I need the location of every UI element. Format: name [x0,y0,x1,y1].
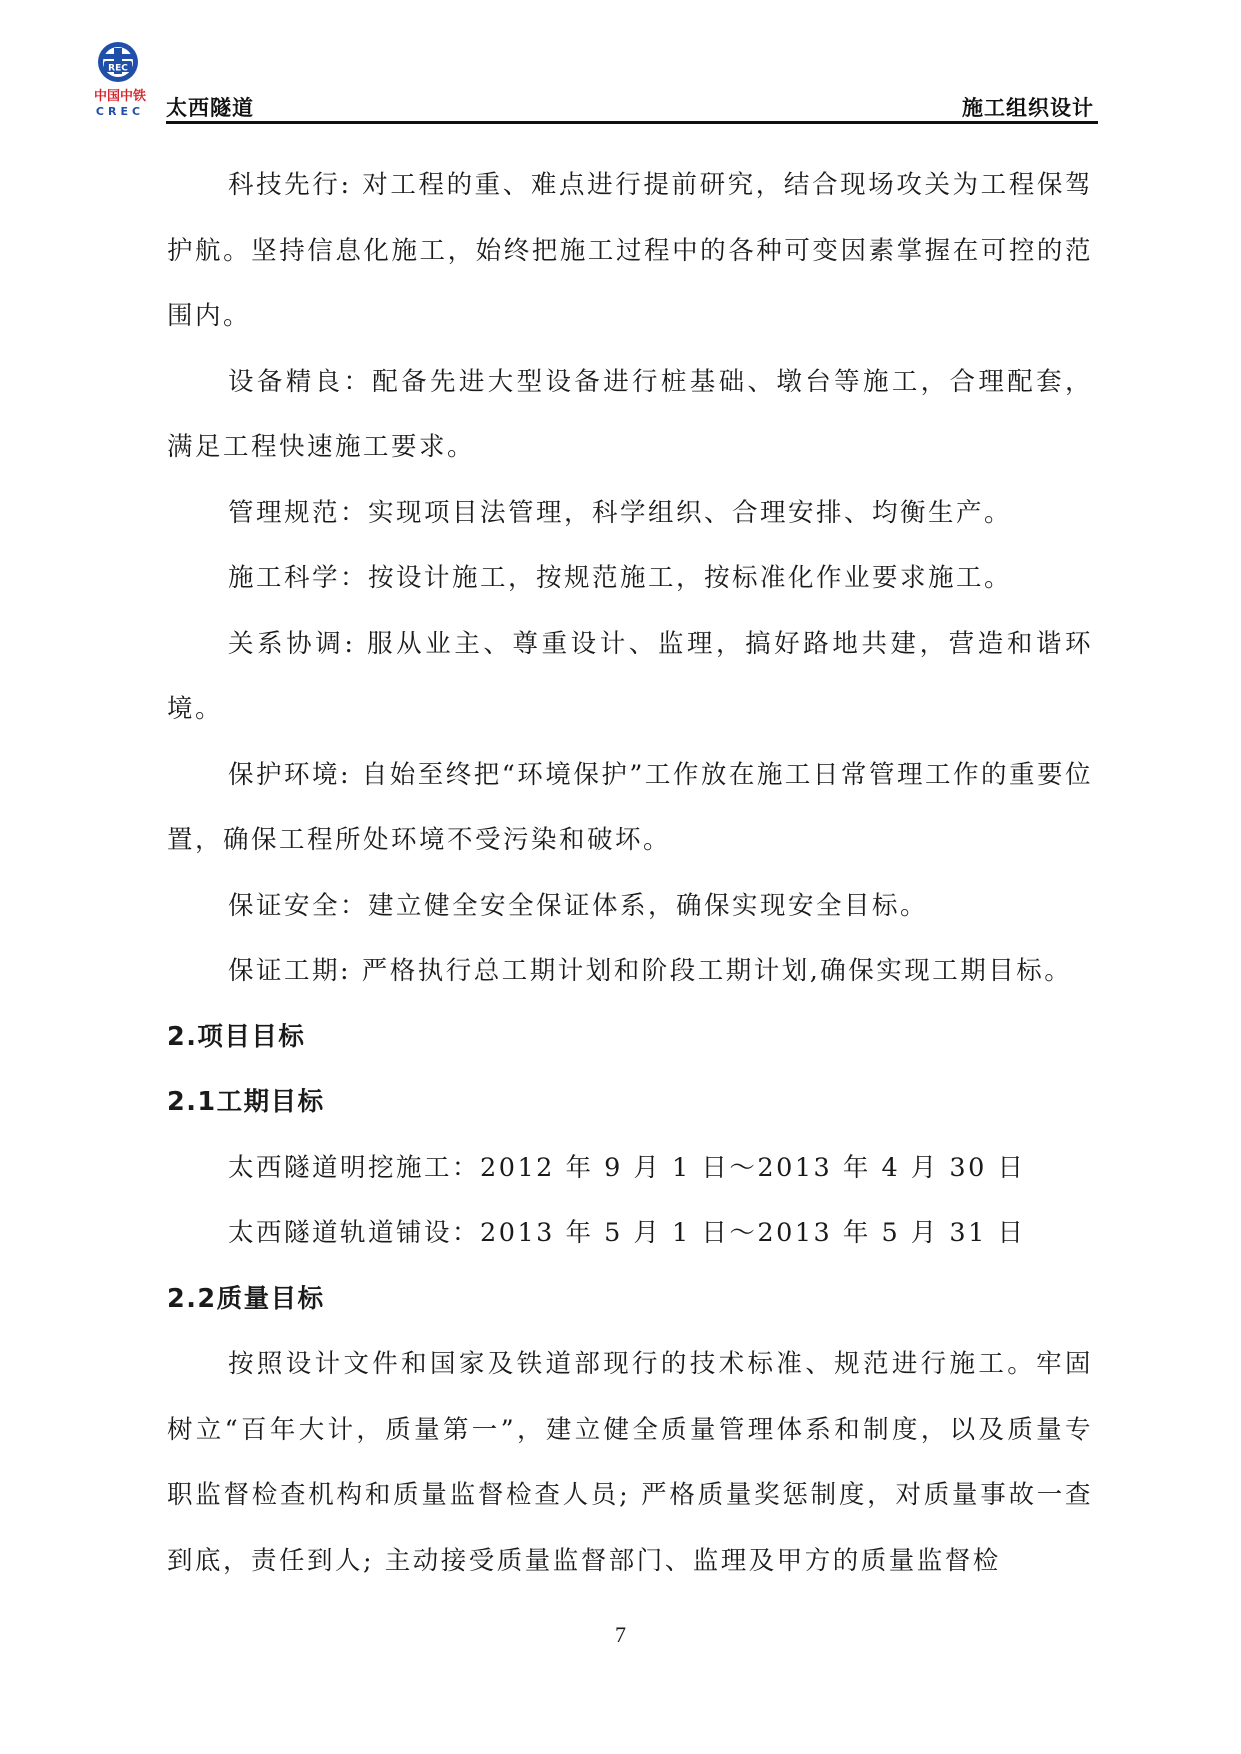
paragraph-environment: 保护环境: 自始至终把“环境保护”工作放在施工日常管理工作的重要位置，确保工程所处环境不受污染和破坏。 [167,759,1093,855]
crec-logo [88,40,154,122]
header-project-title: 太西隧道 [166,96,254,120]
paragraph-management: 管理规范：实现项目法管理，科学组织、合理安排、均衡生产。 [228,497,1013,528]
paragraph-construction: 施工科学：按设计施工，按规范施工，按标准化作业要求施工。 [228,563,1013,593]
document-body [167,153,1093,1594]
subsection-heading-quality-goals: 2.2质量目标 [167,1283,325,1314]
logo-badge-text: REC [108,63,128,74]
subsection-heading-schedule-goals: 2.1工期目标 [167,1087,325,1117]
paragraph-equipment: 设备精良：配备先进大型设备进行桩基础、墩台等施工，合理配套，满足工程快速施工要求。 [167,366,1093,462]
header-rule [166,121,1098,124]
page-number: 7 [615,1622,626,1647]
header-document-title: 施工组织设计 [962,96,1094,120]
paragraph-schedule: 保证工期: 严格执行总工期计划和阶段工期计划,确保实现工期目标。 [228,956,1073,986]
logo-english-text: CREC [95,105,145,118]
paragraph-quality: 按照设计文件和国家及铁道部现行的技术标准、规范进行施工。牢固树立“百年大计，质量第一”，建立健全质量管理体系和制度，以及质量专职监督检查机构和质量监督检查人员; 严格质量奖惩制度，对质量事故一查到底，责任到人; 主动接受质量监督部门、监理及甲方的质量监督检 [167,1349,1093,1576]
paragraph-tech-first: 科技先行: 对工程的重、难点进行提前研究，结合现场攻关为工程保驾护航。坚持信息化施工，始终把施工过程中的各种可变因素掌握在可控的范围内。 [167,170,1093,331]
paragraph-coordination: 关系协调: 服从业主、尊重设计、监理，搞好路地共建，营造和谐环境。 [167,628,1093,724]
schedule-item-excavation: 太西隧道明挖施工：2012 年 9 月 1 日～2013 年 4 月 30 日 [228,1152,1026,1183]
section-heading-project-goals: 2.项目目标 [167,1021,306,1052]
page-header [88,40,1098,122]
crec-logo-icon [88,40,154,122]
paragraph-safety: 保证安全：建立健全安全保证体系，确保实现安全目标。 [228,890,929,921]
logo-chinese-text: 中国中铁 [93,89,147,104]
schedule-item-track-laying: 太西隧道轨道铺设：2013 年 5 月 1 日～2013 年 5 月 31 日 [228,1218,1026,1248]
